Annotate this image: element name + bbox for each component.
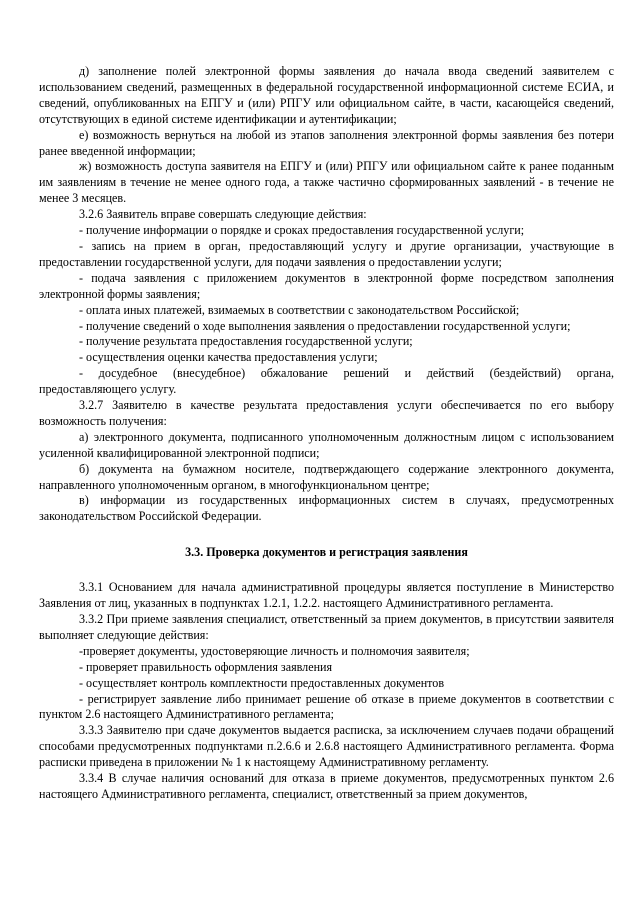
list-item: в) информации из государственных информационных систем в случаях, предусмотренных законодательством Российской Федерации. xyxy=(39,493,614,524)
paragraph: 3.3.1 Основанием для начала административной процедуры является поступление в Министерство Заявления от лиц, указанных в подпунктах 1.2.1, 1.2.2. настоящего Административного регламента. xyxy=(39,580,614,611)
paragraph: 3.3.4 В случае наличия оснований для отказа в приеме документов, предусмотренных пунктом 2.6 настоящего Административного регламента, специалист, ответственный за прием документов, xyxy=(39,771,614,801)
section-heading: 3.3. Проверка документов и регистрация заявления xyxy=(185,545,468,560)
paragraph: е) возможность вернуться на любой из этапов заполнения электронной формы заявления без потери ранее введенной информации; xyxy=(39,127,614,158)
paragraph: 3.2.7 Заявителю в качестве результата предоставления услуги обеспечивается по его выбору возможность получения: xyxy=(39,398,614,428)
list-item: - получение информации о порядке и сроках предоставления государственной услуги; xyxy=(79,223,525,238)
list-item: - получение сведений о ходе выполнения заявления о предоставлении государственной услуги; xyxy=(79,318,571,333)
list-item: - осуществления оценки качества предоставления услуги; xyxy=(79,350,378,365)
list-item: - подача заявления с приложением документов в электронной форме посредством заполнения электронной формы заявления; xyxy=(39,270,614,301)
paragraph: 3.3.2 При приеме заявления специалист, ответственный за прием документов, в присутствии заявителя выполняет следующие действия: xyxy=(39,612,614,642)
list-item: - регистрирует заявление либо принимает решение об отказе в приеме документов в соответствии с пунктом 2.6 настоящего Административного регламента; xyxy=(39,691,614,722)
list-item: - проверяет правильность оформления заявления xyxy=(79,659,333,674)
list-item: - осуществляет контроль комплектности предоставленных документов xyxy=(79,675,445,690)
list-item: а) электронного документа, подписанного уполномоченным должностным лицом с использованием усиленной квалифицированной электронной подписи; xyxy=(39,429,614,460)
list-item: -проверяет документы, удостоверяющие личность и полномочия заявителя; xyxy=(79,643,470,658)
paragraph: д) заполнение полей электронной формы заявления до начала ввода сведений заявителем с использованием сведений, размещенных в федеральной государственной информационной системе ЕСИА, и сведений, опубликованных на ЕПГУ и (или) РПГУ или официальном сайте, в части, касающейся сведений, отсутствующих в единой системе идентификации и аутентификации; xyxy=(39,64,614,126)
list-item: б) документа на бумажном носителе, подтверждающего содержание электронного документа, направленного уполномоченным органом, в многофункциональном центре; xyxy=(39,461,614,492)
list-item: - досудебное (внесудебное) обжалование решений и действий (бездействий) органа, предоставляющего услугу. xyxy=(39,366,614,397)
list-item: - получение результата предоставления государственной услуги; xyxy=(79,334,413,349)
paragraph: 3.2.6 Заявитель вправе совершать следующие действия: xyxy=(79,207,367,222)
list-item: - запись на прием в орган, предоставляющий услугу и другие организации, участвующие в предоставлении государственной услуги, для подачи заявления о предоставлении услуги; xyxy=(39,238,614,269)
paragraph: 3.3.3 Заявителю при сдаче документов выдается расписка, за исключением случаев подачи обращений способами предусмотренных подпунктами п.2.6.6 и 2.6.8 настоящего Административного регламента. Форма расписки приведена в приложении № 1 к настоящему Административному регламенту. xyxy=(39,723,614,770)
document-page xyxy=(39,64,614,803)
list-item: - оплата иных платежей, взимаемых в соответствии с законодательством Российской; xyxy=(79,302,520,317)
paragraph: ж) возможность доступа заявителя на ЕПГУ и (или) РПГУ или официальном сайте к ранее поданным им заявлениям в течение не менее одного года, а также частично сформированных заявлений - в течение не менее 3 месяцев. xyxy=(39,159,614,206)
